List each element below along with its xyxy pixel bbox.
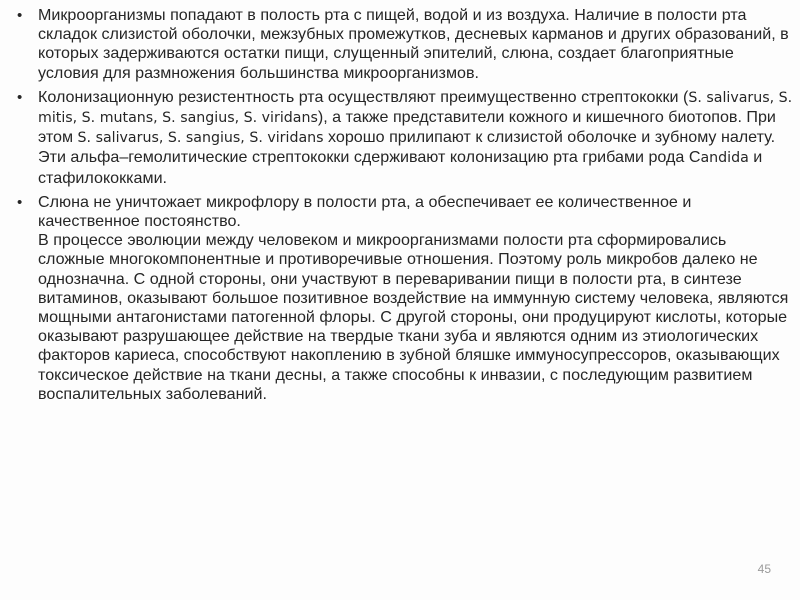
bullet-item-1: [14, 6, 796, 83]
genus-name: andida: [700, 150, 749, 167]
bullet-text: хорошо прилипают к слизистой оболочке и зубному налету. Эти альфа–гемолитические стрептококки сдерживают колонизацию рта грибами рода С: [38, 128, 776, 167]
bullet-text: и стафилококками.: [38, 148, 763, 187]
bullet-item-2: [14, 88, 796, 188]
bullet-list: [14, 6, 796, 409]
bullet-text: Слюна не уничтожает микрофлору в полости рта, а обеспечивает ее количественное и качественное постоянство.: [38, 192, 692, 231]
species-list: S. salivarus, S. sangius, S. viridans: [77, 130, 324, 147]
bullet-text: Микроорганизмы попадают в полость рта с пищей, водой и из воздуха. Наличие в полости рта складок слизистой оболочки, межзубных промежутков, десневых карманов и других образований, в которых задерживаются остатки пищи, слущенный эпителий, слюна, создает благоприятные условия для размножения большинства микроорганизмов.: [38, 6, 789, 82]
bullet-text: Колонизационную резистентность рта осуществляют преимущественно стрептококки (: [38, 87, 689, 106]
bullet-text: В процессе эволюции между человеком и микроорганизмами полости рта сформировались сложные многокомпонентные и противоречивые отношения. Поэтому роль микробов далеко не однозначна. С одной стороны, они участвуют в переваривании пищи в полости рта, в синтезе витаминов, оказывают большое позитивное воздействие на иммунную систему человека, являются мощными антагонистами патогенной флоры. С другой стороны, они продуцируют кислоты, которые оказывают разрушающее действие на твердые ткани зуба и являются одним из этиологических факторов кариеса, способствуют накоплению в зубной бляшке иммуносупрессоров, оказывающих токсическое действие на ткани десны, а также способны к инвазии, с последующим развитием воспалительных заболеваний.: [38, 231, 789, 403]
bullet-item-3: [14, 193, 796, 404]
species-list: S. salivarus, S. mitis, S. mutans, S. sangius, S. viridans: [38, 89, 793, 127]
page-number: 45: [757, 562, 771, 576]
bullet-text: ), а также представители кожного и кишечного биотопов. При этом: [38, 108, 776, 147]
